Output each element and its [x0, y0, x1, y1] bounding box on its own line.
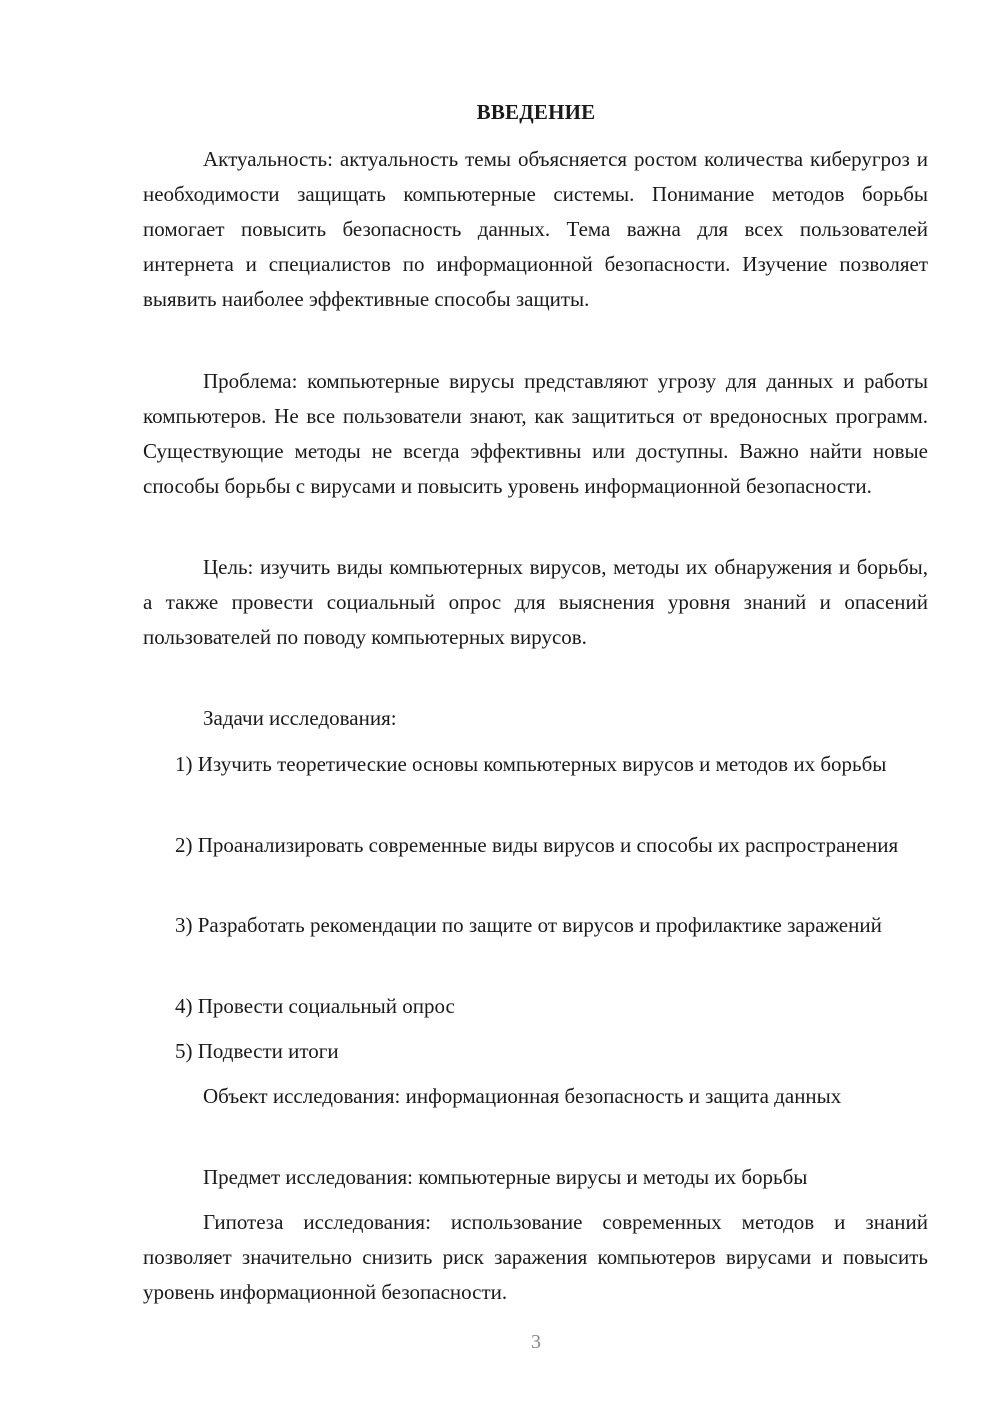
task-list-item-1: 1) Изучить теоретические основы компьютерных вирусов и методов их борьбы — [175, 752, 887, 776]
task-list-item-3: 3) Разработать рекомендации по защите от вирусов и профилактике заражений — [175, 913, 882, 937]
subject-paragraph: Предмет исследования: компьютерные вирусы и методы их борьбы — [203, 1165, 808, 1189]
task-list-item-2: 2) Проанализировать современные виды вирусов и способы их распространения — [175, 833, 899, 857]
page-title: ВВЕДЕНИЕ — [476, 100, 596, 124]
page-number: 3 — [531, 1331, 541, 1353]
hypothesis-paragraph: Гипотеза исследования: использование современных методов и знаний позволяет значительно снизить риск заражения компьютеров вирусами и повысить уровень информационной безопасности. — [143, 1210, 928, 1304]
tasks-heading: Задачи исследования: — [203, 706, 397, 730]
relevance-paragraph: Актуальность: актуальность темы объясняется ростом количества киберугроз и необходимости защищать компьютерные системы. Понимание методов борьбы помогает повысить безопасность данных. Тема важна для всех пользователей интернета и специалистов по информационной безопасности. Изучение позволяет выявить наиболее эффективные способы защиты. — [143, 147, 928, 311]
problem-paragraph: Проблема: компьютерные вирусы представляют угрозу для данных и работы компьютеров. Не все пользователи знают, как защититься от вредоносных программ. Существующие методы не всегда эффективны или доступны. Важно найти новые способы борьбы с вирусами и повысить уровень информационной безопасности. — [143, 369, 928, 498]
object-paragraph: Объект исследования: информационная безопасность и защита данных — [203, 1084, 842, 1108]
task-list-item-5: 5) Подвести итоги — [175, 1039, 339, 1063]
task-list-item-4: 4) Провести социальный опрос — [175, 994, 455, 1018]
goal-paragraph: Цель: изучить виды компьютерных вирусов, методы их обнаружения и борьбы, а также провести социальный опрос для выяснения уровня знаний и опасений пользователей по поводу компьютерных вирусов. — [143, 555, 928, 649]
